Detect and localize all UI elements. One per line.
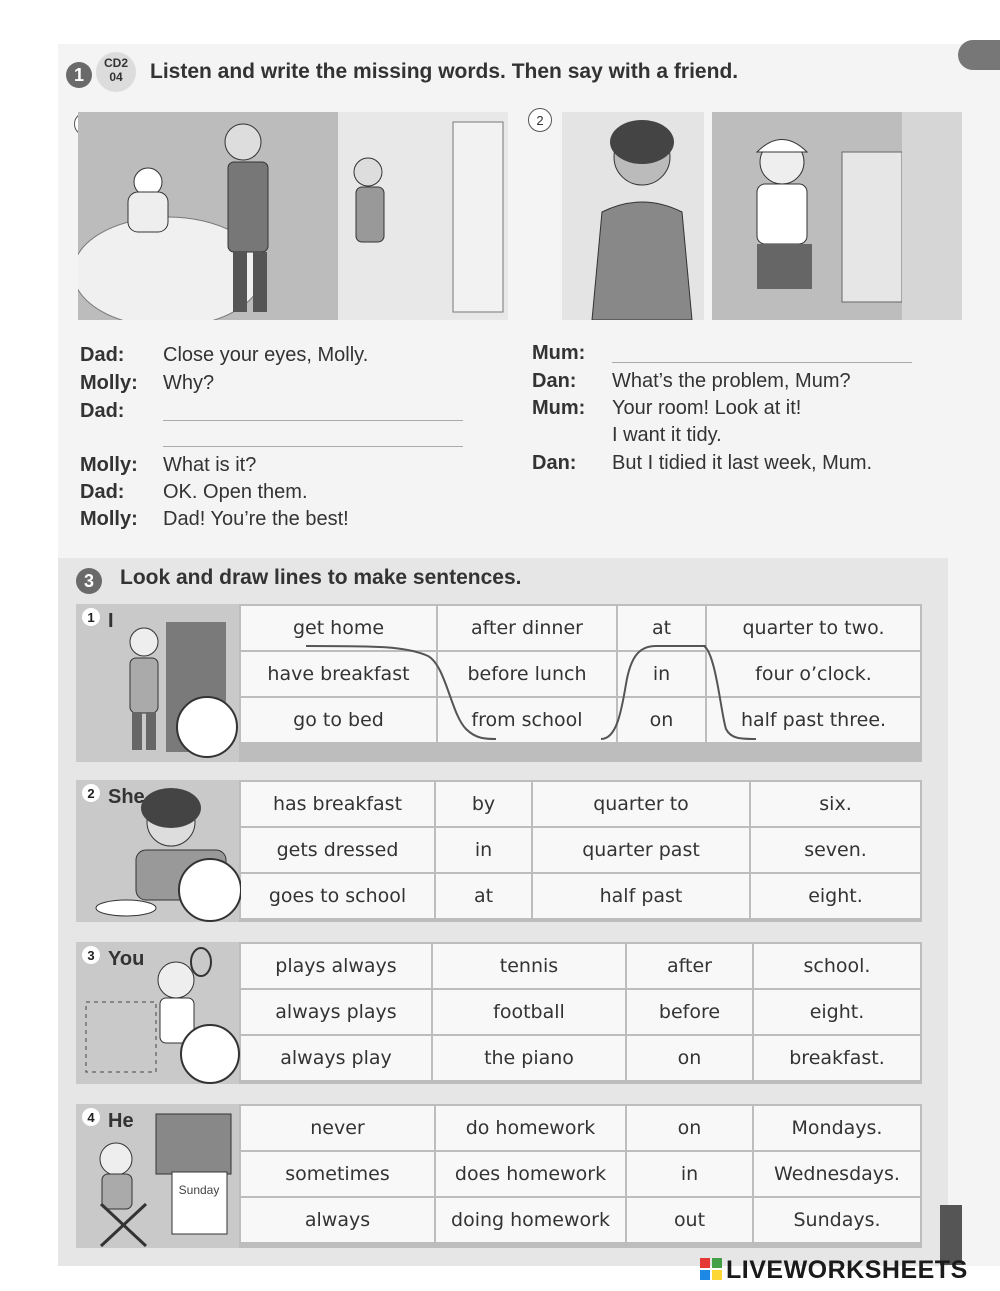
dialogue-text: Dad! You’re the best! [163, 508, 349, 530]
word-cell[interactable]: at [618, 606, 705, 650]
cd-label: CD2 [103, 56, 128, 70]
page-corner-decoration [958, 40, 1000, 70]
word-grid [241, 944, 922, 1080]
word-cell[interactable]: seven. [751, 828, 920, 872]
dialogue-text: OK. Open them. [163, 481, 308, 503]
word-cell[interactable]: do homework [436, 1106, 625, 1150]
boy-tv-picture [76, 1104, 239, 1248]
word-cell[interactable]: on [627, 1036, 752, 1080]
word-cell[interactable]: never [241, 1106, 434, 1150]
word-cell[interactable]: sometimes [241, 1152, 434, 1196]
dialogue-text: Why? [163, 372, 215, 394]
word-cell[interactable]: breakfast. [754, 1036, 920, 1080]
exercise-number-badge: 1 [66, 62, 92, 88]
bedroom-illustration [78, 112, 508, 320]
answer-blank[interactable] [163, 420, 463, 421]
word-cell[interactable]: Sundays. [754, 1198, 920, 1242]
word-cell[interactable]: in [436, 828, 531, 872]
word-cell[interactable]: go to bed [241, 698, 436, 742]
sentence-subject: You [108, 948, 145, 970]
word-cell[interactable]: quarter to two. [707, 606, 920, 650]
liveworksheets-brand: LIVEWORKSHEETS [726, 1256, 968, 1284]
word-cell[interactable]: quarter past [533, 828, 749, 872]
word-cell[interactable]: eight. [754, 990, 920, 1034]
answer-blank[interactable] [163, 446, 463, 447]
dan-room-illustration [712, 112, 962, 320]
dan-room-picture [712, 112, 962, 320]
word-cell[interactable]: after dinner [438, 606, 616, 650]
item-number: 1 [82, 608, 100, 626]
speaker-label: Dan: [532, 452, 577, 474]
word-cell[interactable]: doing homework [436, 1198, 625, 1242]
word-cell[interactable]: out [627, 1198, 752, 1242]
dialogue-text: But I tidied it last week, Mum. [612, 452, 873, 474]
word-cell[interactable]: from school [438, 698, 616, 742]
word-cell[interactable]: by [436, 782, 531, 826]
word-cell[interactable]: have breakfast [241, 652, 436, 696]
dialogue-text: Your room! Look at it! [612, 397, 802, 419]
sentence-subject: He [108, 1110, 134, 1132]
word-cell[interactable]: plays always [241, 944, 431, 988]
speaker-label: Dad: [80, 481, 125, 503]
calendar-label: Sunday [178, 1183, 220, 1197]
exercise1-instruction: Listen and write the missing words. Then say with a friend. [150, 60, 739, 83]
sentence-builder-3 [76, 942, 922, 1084]
word-cell[interactable]: tennis [433, 944, 625, 988]
word-cell[interactable]: Wednesdays. [754, 1152, 920, 1196]
word-grid [241, 606, 922, 742]
dialogue-text: Close your eyes, Molly. [163, 344, 369, 366]
word-cell[interactable]: in [627, 1152, 752, 1196]
item-number: 4 [82, 1108, 100, 1126]
exercise-number-badge: 3 [76, 568, 102, 594]
picture-number-2: 2 [528, 108, 552, 132]
boy-at-door-picture [76, 604, 239, 762]
dialogue-text: I want it tidy. [612, 424, 722, 446]
word-cell[interactable]: half past [533, 874, 749, 918]
boy-tv-illustration [76, 1104, 239, 1248]
clock-icon [176, 696, 238, 758]
word-cell[interactable]: does homework [436, 1152, 625, 1196]
word-cell[interactable]: before lunch [438, 652, 616, 696]
word-cell[interactable]: eight. [751, 874, 920, 918]
item-number: 2 [82, 784, 100, 802]
item-number: 3 [82, 946, 100, 964]
word-cell[interactable]: the piano [433, 1036, 625, 1080]
liveworksheets-logo-icon [700, 1258, 722, 1280]
word-cell[interactable]: half past three. [707, 698, 920, 742]
word-cell[interactable]: on [627, 1106, 752, 1150]
clock-icon [180, 1024, 240, 1084]
word-cell[interactable]: get home [241, 606, 436, 650]
cd-track-badge [96, 52, 136, 92]
word-cell[interactable]: quarter to [533, 782, 749, 826]
word-cell[interactable]: always [241, 1198, 434, 1242]
word-cell[interactable]: before [627, 990, 752, 1034]
dialogue-text: What is it? [163, 454, 257, 476]
speaker-label: Mum: [532, 342, 586, 364]
word-cell[interactable]: on [618, 698, 705, 742]
word-cell[interactable]: Mondays. [754, 1106, 920, 1150]
speaker-label: Dan: [532, 370, 577, 392]
mum-illustration [562, 112, 704, 320]
word-grid [241, 782, 922, 918]
word-cell[interactable]: school. [754, 944, 920, 988]
word-cell[interactable]: at [436, 874, 531, 918]
speaker-label: Dad: [80, 344, 125, 366]
word-cell[interactable]: always play [241, 1036, 431, 1080]
speaker-label: Dad: [80, 400, 125, 422]
exercise3-instruction: Look and draw lines to make sentences. [120, 566, 522, 589]
sentence-subject: I [108, 610, 114, 632]
clock-icon [178, 858, 242, 922]
sentence-subject: She [108, 786, 145, 808]
word-grid [241, 1106, 922, 1242]
word-cell[interactable]: after [627, 944, 752, 988]
sentence-builder-4 [76, 1104, 922, 1248]
speaker-label: Mum: [532, 397, 586, 419]
word-cell[interactable]: has breakfast [241, 782, 434, 826]
answer-blank[interactable] [612, 362, 912, 363]
speaker-label: Molly: [80, 508, 138, 530]
speaker-label: Molly: [80, 454, 138, 476]
word-cell[interactable]: football [433, 990, 625, 1034]
word-cell[interactable]: in [618, 652, 705, 696]
speaker-label: Molly: [80, 372, 138, 394]
dialogue-text: What’s the problem, Mum? [612, 370, 851, 392]
bedroom-scene-picture [78, 112, 508, 320]
word-cell[interactable]: gets dressed [241, 828, 434, 872]
word-cell[interactable]: goes to school [241, 874, 434, 918]
sentence-builder-1 [76, 604, 922, 762]
word-cell[interactable]: four o’clock. [707, 652, 920, 696]
word-cell[interactable]: six. [751, 782, 920, 826]
mum-picture [562, 112, 704, 320]
sentence-builder-2 [76, 780, 922, 922]
tennis-player-picture [76, 942, 239, 1084]
cd-track: 04 [109, 70, 123, 84]
girl-eating-picture [76, 780, 239, 922]
word-cell[interactable]: always plays [241, 990, 431, 1034]
